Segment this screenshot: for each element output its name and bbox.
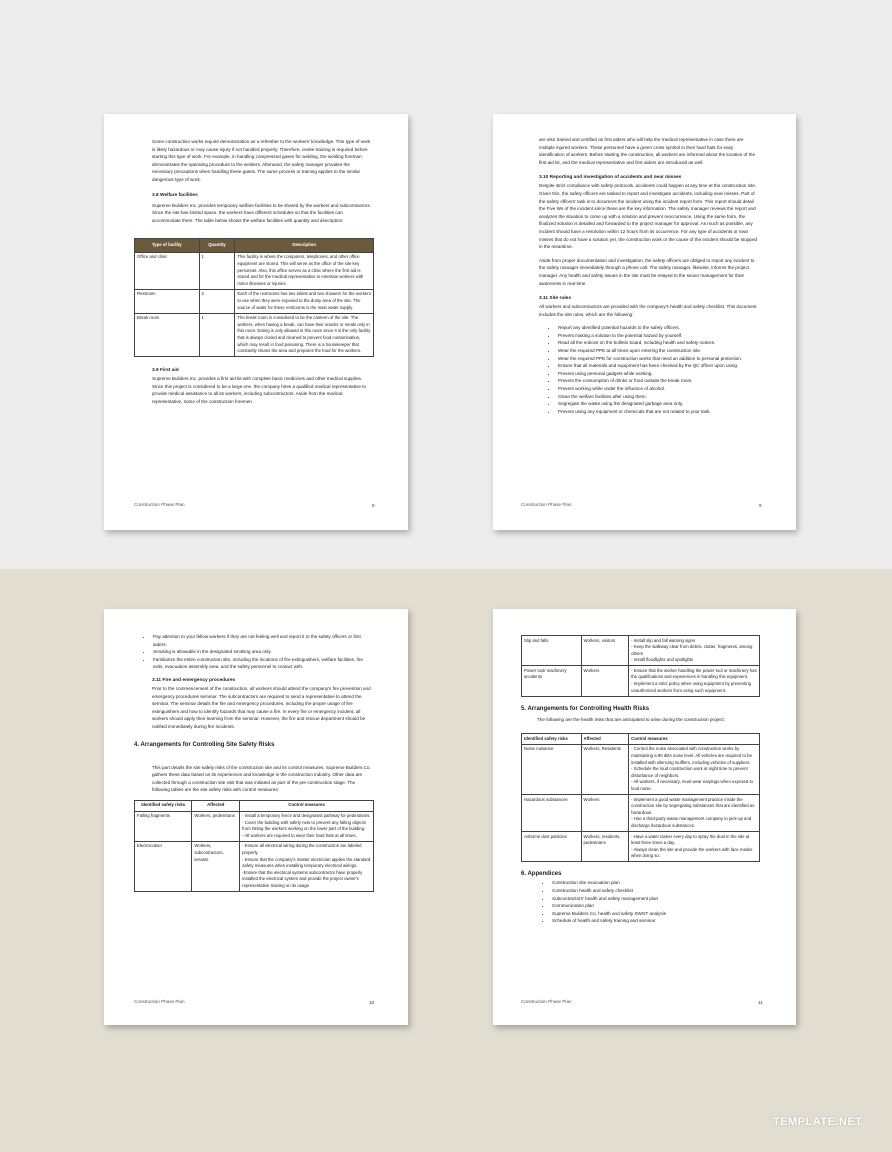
table-row (522, 832, 760, 862)
table-cell: Workers, pedestrians (192, 811, 240, 841)
table-cell: 1 (199, 252, 235, 289)
page-footer: Construction Phase Plan (134, 502, 185, 507)
table-row (135, 289, 374, 313)
table-header-cell: Quantity (199, 239, 235, 253)
site-safety-risks-table (134, 800, 374, 892)
table-header-cell: Description (235, 239, 374, 253)
table-row (522, 744, 760, 794)
section-title: 6. Appendices (521, 871, 562, 878)
table-header-cell: Control measures (629, 734, 760, 745)
table-cell: Workers, Residents (581, 744, 629, 794)
table-cell: Electrocution (135, 841, 192, 891)
list-item: • Construction site evacuation plan (551, 879, 760, 887)
document-page-8 (104, 114, 408, 530)
watermark-logo: TEMPLATE.NET (773, 1116, 863, 1128)
paragraph: Supreme Builders Inc. provides a first aid kit with complete basic medicines and other medical supplies. Since this project is considered to be a large one, the company hires a qualified medical representative to provide medical assistance to all its workers, including subcontractors. Aside from the medical representative, some of the construction foremen (152, 376, 366, 405)
table-cell: Power tool/ machinery accidents (522, 666, 582, 696)
page-number: 10 (369, 1000, 375, 1005)
table-cell: 2 (199, 289, 235, 313)
table-cell: The break room is considered to be the canteen of the site. The workers, when having a break, can have their snacks or meals only in this room. Eating is only allowed in this room since it is the only facility that is always closed and cleaned to prevent food contamination, which may result in food poisoning. There is a housekeeper that constantly cleans the area and prepares the food for the workers. (235, 313, 374, 357)
table-cell: Office and clinic (135, 252, 200, 289)
list-item: • Construction health and safety checklist (551, 887, 760, 895)
health-risks-table (521, 733, 760, 862)
paragraph: are also trained and certified as first aiders who will help the medical representative in case there are multiple injured workers. These personnel have a green cross symbol in their hard hats for easy identification of workers. Before starting the construction, all workers are informed about the location of the first aid kit, and the medical representative and first aiders are introduced as well. (539, 137, 756, 165)
list-item: • Prevent the consumption of drinks or food outside the break room. (557, 377, 760, 385)
document-page-9 (493, 114, 796, 530)
table-header-cell: Type of facility (135, 239, 200, 253)
welfare-table (134, 238, 374, 357)
table-row (522, 795, 760, 832)
table-header-row (135, 239, 374, 253)
table-cell: - Have a water tanker every day to spray the dust in the site at least three times a day. - Always clean the site and provide the workers with face masks when doing so. (629, 832, 760, 862)
paragraph: Prior to the commencement of the construction, all workers should attend the company's fire prevention and emergency procedures seminar. The subcontractors are required to send a representative to attend the seminar. The seminar details the fire and emergency procedures, including the proper usage of fire extinguishers and how to identify hazards that may cause a fire. In every fire or emergency incident, all workers should apply their learning from the seminar. However, the fire and rescue department should be notified immediately during fire incidents. (152, 685, 371, 729)
table-header-cell: Affected (581, 734, 629, 745)
table-header-cell: Identified safety risks (135, 800, 192, 811)
list-item: • Clean the welfare facilities after using them. (557, 393, 760, 401)
table-cell: - Ensure all electrical wiring during the construction are labeled properly. - Ensure that the company's master electrician applies the standard safety measures when installing temporary electrical wirings. -Ensure that the electrical systems subcontractor have properly installed the electrical system and provide the project owner's representative training on its usage (240, 841, 374, 891)
page-number: 11 (758, 1000, 763, 1005)
table-row (522, 666, 760, 696)
table-cell: - Install a temporary fence and designated pathway for pedestrians. - Cover the building with safety nets to prevent any falling objects from hitting the workers working on the lower part of the building. - All workers are required to wear their hard hats at all times. (240, 811, 374, 841)
table-cell: Break room (135, 313, 200, 357)
table-cell: Noise nuisance (522, 744, 582, 794)
list-item: • Wear the required PPE at all times upon entering the construction site. (557, 347, 760, 355)
table-cell: Workers, visitors (581, 636, 629, 666)
table-row (522, 636, 760, 666)
section-heading: 3.11 Fire and emergency procedures (152, 677, 236, 683)
table-cell: - Control the noise associated with construction works by maintaining a 90 dBA noise level. All vehicles are required to be installed with silencing mufflers, including vehicles of suppliers. - Schedule the loud construction work at night time to prevent disturbance of neighbors. - All workers, if necessary, must wear earplugs when exposed to loud noise. (629, 744, 760, 794)
table-cell: - Ensure that the worker handling the power tool or machinery has the qualifications and experiences in handling this equipment. - Implement a strict policy when using equipment by preventing unauthorized workers from using such equipment. (629, 666, 760, 696)
table-row (135, 811, 374, 841)
table-header-cell: Identified safety risks (522, 734, 582, 745)
list-item: • Wear the required PPE for construction works that need an addition to personal protection. (557, 355, 760, 363)
document-page-10 (104, 609, 408, 1025)
list-item: • Report any identified potential hazards to the safety officers. (557, 324, 760, 332)
table-cell: Workers, subcontractors, tenants (192, 841, 240, 891)
list-item: • Segregate the waste using the designated garbage area only. (557, 400, 760, 408)
list-item: • Prevent working while under the influence of alcohol. (557, 385, 760, 393)
table-row (135, 313, 374, 357)
table-cell: Slip and falls (522, 636, 582, 666)
table-cell: Workers, residents, pedestrians (581, 832, 629, 862)
list-item: • Supreme Builders Co. health and safety SWOT analysis (551, 910, 760, 918)
section-heading: 3.11 Site rules (539, 296, 571, 302)
paragraph: All workers and subcontractors are provided with the company's health and safety checklist. This document includes the site rules, which are the following: (539, 304, 757, 317)
table-cell: Falling fragments (135, 811, 192, 841)
list-item: • Ensure that all materials and equipment has been checked by the QC officer upon using. (557, 362, 760, 370)
table-cell: This facility is where the computers, telephones, and other office equipment are stored. This will serve as the office of the site key personnel. Also, this office serves as a clinic where the first aid is stored and for the medical representative to entertain workers with minor illnesses or injuries. (235, 252, 374, 289)
list-item: • Subcontractors' health and safety management plan (551, 895, 760, 903)
list-item: • Smoking is allowable in the designated smoking area only. (152, 648, 374, 656)
list-item: • Read all the notices on the bulletin board, including health and safety notices. (557, 339, 760, 347)
section-title: 5. Arrangements for Controlling Health Risks (521, 705, 650, 712)
continued-risks-table (521, 635, 760, 697)
page-footer: Construction Phase Plan (521, 502, 572, 507)
table-header-row (135, 800, 374, 811)
table-cell: - Install slip and fall warning signs - Keep the walkway clear from debris, clutter, fragments, among others - Install floodlights and spotlights (629, 636, 760, 666)
list-item: • Communication plan (551, 902, 760, 910)
table-cell: 1 (199, 313, 235, 357)
table-header-row (522, 734, 760, 745)
section-title: 4. Arrangements for Controlling Site Safety Risks (134, 741, 275, 748)
list-item: • Prevent using personal gadgets while working. (557, 370, 760, 378)
table-row (135, 252, 374, 289)
paragraph: Supreme Builders Inc. provides temporary welfare facilities to be shared by the workers and subcontractors. Since the site has limited space, the workers have different schedules so that the facilities can accommodate them. The table below shows the welfare facilities with quantity and description: (152, 202, 372, 223)
table-cell: Workers (581, 795, 629, 832)
table-header-cell: Affected (192, 800, 240, 811)
appendices-list (521, 879, 760, 925)
table-header-cell: Control measures (240, 800, 374, 811)
list-item: • Prevent making a solution to the potential hazard by yourself. (557, 332, 760, 340)
section-heading: 3.10 Reporting and investigation of accidents and near misses (539, 175, 682, 181)
paragraph: The following are the health risks that are anticipated to arise during the construction project: (537, 716, 725, 722)
list-item: • Familiarize the entire construction site, including the locations of fire extinguishers, welfare facilities, fire exits, evacuation assembly area, and the safety personnel to contact with. (152, 656, 374, 671)
page-footer: Construction Phase Plan (134, 999, 185, 1004)
section-heading: 3.8 Welfare facilities (152, 192, 198, 198)
page-footer: Construction Phase Plan (521, 999, 572, 1004)
document-page-11 (493, 609, 796, 1025)
table-cell: Each of the restrooms has two toilets and two showers for the workers to use when they were exposed to the dusty area of the site. The source of water for these restrooms is the main water supply. (235, 289, 374, 313)
list-item: • Prevent using any equipment or chemicals that are not related to your task. (557, 408, 760, 416)
site-rules-list (539, 324, 760, 415)
bullet-list (134, 633, 374, 671)
paragraph: Aside from proper documentation and investigation, the safety officers are obliged to report any incident to the safety manager immediately through a phone call. The safety manager, likewise, informs the project manager. Any health and safety issues in the site must be relayed to the senior management for their awareness in real-time. (539, 257, 755, 286)
table-row (135, 841, 374, 891)
section-heading: 3.9 First aid (152, 368, 179, 374)
table-cell: Hazardous substances (522, 795, 582, 832)
table-cell: Workers (581, 666, 629, 696)
page-number: 8 (372, 503, 375, 508)
paragraph: Some construction works require demonstration as a refresher to the workers' knowledge. This type of work is likely hazardous or may cause injury if not handled properly. Therefore, onsite training is required before starting this type of work. For example, in handling compressed gases for welding, the welding foreman demonstrates the operating procedure to the welders. Afterward, the safety manager provides the necessary precautions when handling these gases. The same process or training applies to the similar dangerous type of work. (152, 139, 371, 182)
page-number: 9 (759, 503, 762, 508)
paragraph: This part details the site safety risks of the construction site and its control measures. Supreme Builders Co. gathers these data based on its experiences and knowledge in the construction industry. Other data are collected through a construction site visit that was initiated as part of the pre-construction stage. The following tables are the site safety risks with control measures: (152, 764, 371, 793)
list-item: • Schedule of health and safety training and seminar (551, 917, 760, 925)
table-cell: Airborne dust particles (522, 832, 582, 862)
paragraph: Despite strict compliance with safety protocols, accidents could happen at any time at the construction site. Given this, the safety officers are tasked to report and investigate accidents, including near misses. Part of the safety officers' task is to document the incident using the incident report form. This report should detail the Five Ws of the incident since these are the key information. The safety manager reviews the report and analyzes the situation to come up with a solution and prevent reoccurrence. Using the same form, the finalized solution is detailed and forwarded to the project manager for approval. As much as possible, any incident should have a resolution within 12 hours from its occurrence. For any type of accidents or near misses that do not have a solution yet, the construction work or the cause of the incident should be stopped in the meantime. (539, 183, 758, 250)
table-cell: Restroom (135, 289, 200, 313)
table-cell: - Implement a good waste management practice inside the construction site by segregating substances that are identified as hazardous. - Hire a third-party waste management company to pick-up and discharge hazardous substances. (629, 795, 760, 832)
list-item: • Pay attention to your fellow workers if they are not feeling well and report it to the safety officers or first aiders. (152, 633, 374, 648)
